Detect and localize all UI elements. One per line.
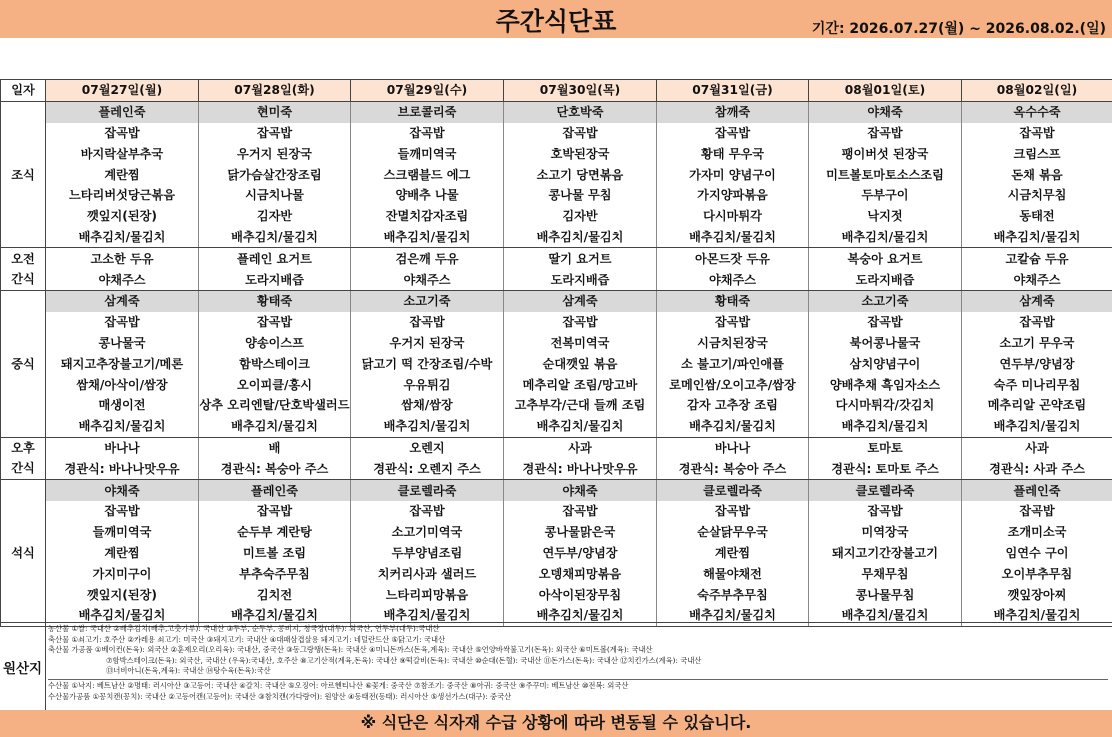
dinner-menu-row bbox=[1, 501, 1112, 522]
menu-cell: 황태 무우국 bbox=[657, 143, 809, 164]
menu-cell: 무채무침 bbox=[809, 563, 962, 584]
menu-cell: 크림스프 bbox=[962, 143, 1112, 164]
lunch-porridge-row bbox=[1, 290, 1112, 311]
porridge-cell: 삼계죽 bbox=[504, 290, 657, 311]
menu-cell: 고추부각/근대 들깨 조림 bbox=[504, 395, 657, 416]
menu-cell: 복숭아 요거트 bbox=[809, 248, 962, 269]
menu-cell: 경관식: 토마토 주스 bbox=[809, 458, 962, 479]
menu-cell: 돼지고기간장불고기 bbox=[809, 543, 962, 564]
menu-cell: 두부구이 bbox=[809, 185, 962, 206]
origin-line: 축산물 가공품 ①베이컨(돈육): 외국산 ②훈제오리(오리육): 국내산, 중국산 ③동그랑땡(돈육): 국내산 ④미니돈까스(돈육,계육): 국내산 ⑤언양바싹불고기(돈육): 외국산 ⑥미트볼(계육): 국내산 bbox=[48, 645, 653, 655]
menu-cell: 숙주부추무침 bbox=[657, 584, 809, 605]
menu-cell: 호박된장국 bbox=[504, 143, 657, 164]
porridge-cell: 참깨죽 bbox=[657, 101, 809, 122]
menu-cell: 우거지 된장국 bbox=[351, 333, 504, 354]
menu-cell: 들깨미역국 bbox=[46, 522, 199, 543]
menu-cell: 잡곡밥 bbox=[657, 501, 809, 522]
am_snack-label bbox=[1, 248, 46, 291]
menu-cell: 스크램블드 에그 bbox=[351, 164, 504, 185]
dinner-menu-row bbox=[1, 522, 1112, 543]
meal-label-line: 오전 bbox=[11, 252, 35, 267]
day-header: 08월02일(일) bbox=[962, 80, 1112, 102]
menu-cell: 닭가슴살간장조림 bbox=[199, 164, 351, 185]
porridge-cell: 플레인죽 bbox=[46, 101, 199, 122]
menu-cell: 우거지 된장국 bbox=[199, 143, 351, 164]
menu-cell: 배추김치/물김치 bbox=[809, 416, 962, 437]
menu-cell: 아몬드잣 두유 bbox=[657, 248, 809, 269]
menu-cell: 플레인 요거트 bbox=[199, 248, 351, 269]
menu-cell: 잡곡밥 bbox=[962, 501, 1112, 522]
menu-cell: 경관식: 바나나맛우유 bbox=[504, 458, 657, 479]
menu-cell: 배추김치/물김치 bbox=[657, 227, 809, 248]
lunch-menu-row bbox=[1, 333, 1112, 354]
menu-cell: 검은깨 두유 bbox=[351, 248, 504, 269]
menu-cell: 계란찜 bbox=[46, 543, 199, 564]
menu-cell: 미트볼 조림 bbox=[199, 543, 351, 564]
menu-cell: 배추김치/물김치 bbox=[657, 605, 809, 626]
menu-cell: 오이부추무침 bbox=[962, 563, 1112, 584]
menu-cell: 토마토 bbox=[809, 437, 962, 458]
menu-cell: 미역장국 bbox=[809, 522, 962, 543]
porridge-cell: 클로렐라죽 bbox=[351, 480, 504, 501]
breakfast-menu-row bbox=[1, 227, 1112, 248]
menu-cell: 경관식: 바나나맛우유 bbox=[46, 458, 199, 479]
menu-cell: 배추김치/물김치 bbox=[504, 227, 657, 248]
dinner-menu-row bbox=[1, 543, 1112, 564]
porridge-cell: 클로렐라죽 bbox=[809, 480, 962, 501]
menu-cell: 배추김치/물김치 bbox=[46, 227, 199, 248]
menu-cell: 느타리피망볶음 bbox=[351, 584, 504, 605]
menu-cell: 잡곡밥 bbox=[351, 501, 504, 522]
menu-cell: 잡곡밥 bbox=[199, 123, 351, 144]
breakfast-menu-row bbox=[1, 185, 1112, 206]
lunch-menu-row bbox=[1, 312, 1112, 333]
menu-cell: 사과 bbox=[504, 437, 657, 458]
menu-cell: 감자 고추장 조림 bbox=[657, 395, 809, 416]
menu-cell: 잡곡밥 bbox=[351, 312, 504, 333]
menu-cell: 딸기 요거트 bbox=[504, 248, 657, 269]
menu-cell: 잡곡밥 bbox=[504, 501, 657, 522]
lunch-menu-row bbox=[1, 395, 1112, 416]
footer-notice: ※ 식단은 식자재 수급 상황에 따라 변동될 수 있습니다. bbox=[0, 710, 1112, 737]
menu-cell: 잡곡밥 bbox=[199, 501, 351, 522]
menu-cell: 배 bbox=[199, 437, 351, 458]
dinner-label: 석식 bbox=[1, 480, 46, 627]
menu-cell: 연두부/양념장 bbox=[962, 353, 1112, 374]
lunch-menu-row bbox=[1, 353, 1112, 374]
menu-cell: 야채주스 bbox=[657, 269, 809, 290]
menu-cell: 미트볼토마토소스조림 bbox=[809, 164, 962, 185]
day-header: 07월29일(수) bbox=[351, 80, 504, 102]
porridge-cell: 삼계죽 bbox=[962, 290, 1112, 311]
menu-cell: 사과 bbox=[962, 437, 1112, 458]
menu-cell: 메추리알 조림/망고바 bbox=[504, 374, 657, 395]
origin-line: ⑦함박스테이크(돈육): 외국산, 국내산 (우육):국내산, 호주산 ⑧고기산적(계육,돈육): 국내산 ⑨떡갈비(돈육): 국내산 ⑩순대(돈혈): 국내산 ⑪돈가스(돈육): 국내산 ⑫치킨가스(계육): 국내산 bbox=[106, 655, 702, 665]
origin-line: 축산물 ①쇠고기: 호주산 ②카레용 쇠고기: 미국산 ③돼지고기: 국내산 ④대패삼겹살용 돼지고기: 네덜란드산 ⑤닭고기: 국내산 bbox=[48, 634, 446, 644]
lunch-menu-row bbox=[1, 374, 1112, 395]
pm_snack-label bbox=[1, 437, 46, 480]
menu-cell: 삼치양념구이 bbox=[809, 353, 962, 374]
weekly-menu-table bbox=[0, 79, 1112, 627]
menu-cell: 배추김치/물김치 bbox=[46, 416, 199, 437]
menu-cell: 배추김치/물김치 bbox=[199, 605, 351, 626]
menu-cell: 바지락살부추국 bbox=[46, 143, 199, 164]
menu-cell: 오이피클/홍시 bbox=[199, 374, 351, 395]
menu-cell: 동태전 bbox=[962, 206, 1112, 227]
day-header: 07월30일(목) bbox=[504, 80, 657, 102]
menu-cell: 경관식: 복숭아 주스 bbox=[199, 458, 351, 479]
menu-cell: 오뎅채피망볶음 bbox=[504, 563, 657, 584]
pm_snack-menu-row bbox=[1, 437, 1112, 458]
breakfast-menu-row bbox=[1, 206, 1112, 227]
porridge-cell: 클로렐라죽 bbox=[657, 480, 809, 501]
menu-cell: 부추숙주무침 bbox=[199, 563, 351, 584]
menu-cell: 낙지젓 bbox=[809, 206, 962, 227]
menu-cell: 북어콩나물국 bbox=[809, 333, 962, 354]
menu-cell: 팽이버섯 된장국 bbox=[809, 143, 962, 164]
am_snack-menu-row bbox=[1, 269, 1112, 290]
meal-label-line: 간식 bbox=[11, 461, 35, 476]
meal-label-line: 간식 bbox=[11, 272, 35, 287]
porridge-cell: 황태죽 bbox=[657, 290, 809, 311]
menu-cell: 바나나 bbox=[46, 437, 199, 458]
corner-label: 일자 bbox=[1, 80, 46, 102]
menu-cell: 잡곡밥 bbox=[351, 123, 504, 144]
menu-cell: 가자미 양념구이 bbox=[657, 164, 809, 185]
menu-cell: 가지양파볶음 bbox=[657, 185, 809, 206]
menu-cell: 쌈채/아삭이/쌈장 bbox=[46, 374, 199, 395]
menu-cell: 도라지배즙 bbox=[809, 269, 962, 290]
porridge-cell: 야채죽 bbox=[46, 480, 199, 501]
menu-cell: 고소한 두유 bbox=[46, 248, 199, 269]
menu-cell: 경관식: 복숭아 주스 bbox=[657, 458, 809, 479]
porridge-cell: 플레인죽 bbox=[199, 480, 351, 501]
menu-cell: 순살닭무우국 bbox=[657, 522, 809, 543]
menu-cell: 순두부 계란탕 bbox=[199, 522, 351, 543]
menu-cell: 느타리버섯당근볶음 bbox=[46, 185, 199, 206]
day-header: 07월28일(화) bbox=[199, 80, 351, 102]
menu-cell: 다시마튀각/갓김치 bbox=[809, 395, 962, 416]
menu-cell: 배추김치/물김치 bbox=[809, 605, 962, 626]
menu-cell: 가지미구이 bbox=[46, 563, 199, 584]
menu-cell: 메추리알 곤약조림 bbox=[962, 395, 1112, 416]
pm_snack-menu-row bbox=[1, 458, 1112, 479]
menu-cell: 배추김치/물김치 bbox=[962, 416, 1112, 437]
menu-cell: 매생이전 bbox=[46, 395, 199, 416]
menu-cell: 잡곡밥 bbox=[199, 312, 351, 333]
menu-cell: 시금치무침 bbox=[962, 185, 1112, 206]
menu-cell: 숙주 미나리무침 bbox=[962, 374, 1112, 395]
dinner-porridge-row bbox=[1, 480, 1112, 501]
menu-cell: 도라지배즙 bbox=[199, 269, 351, 290]
menu-cell: 배추김치/물김치 bbox=[351, 605, 504, 626]
origin-label: 원산지 bbox=[0, 623, 46, 711]
menu-cell: 콩나물맑은국 bbox=[504, 522, 657, 543]
porridge-cell: 브로콜리죽 bbox=[351, 101, 504, 122]
porridge-cell: 야채죽 bbox=[504, 480, 657, 501]
menu-cell: 김자반 bbox=[199, 206, 351, 227]
menu-cell: 돼지고추장불고기/메론 bbox=[46, 353, 199, 374]
menu-cell: 도라지배즙 bbox=[504, 269, 657, 290]
menu-cell: 배추김치/물김치 bbox=[46, 605, 199, 626]
origin-line: 수산물 ①낙지: 베트남산 ②명태: 러시아산 ③고등어: 국내산 ④갈치: 국내산 ⑤오징어: 아르헨티나산 ⑥꽃게: 중국산 ⑦참조기: 중국산 ⑧아귀: 중국산 ⑨주꾸미: 베트남산 ⑩전복: 외국산 bbox=[48, 680, 629, 690]
menu-cell: 야채주스 bbox=[351, 269, 504, 290]
porridge-cell: 소고기죽 bbox=[351, 290, 504, 311]
menu-cell: 깻잎지(된장) bbox=[46, 206, 199, 227]
menu-cell: 잡곡밥 bbox=[809, 501, 962, 522]
menu-cell: 순대깻잎 볶음 bbox=[504, 353, 657, 374]
menu-cell: 배추김치/물김치 bbox=[199, 227, 351, 248]
dinner-menu-row bbox=[1, 584, 1112, 605]
porridge-cell: 현미죽 bbox=[199, 101, 351, 122]
date-header-row bbox=[1, 80, 1112, 102]
menu-cell: 소 불고기/파인애플 bbox=[657, 353, 809, 374]
menu-cell: 바나나 bbox=[657, 437, 809, 458]
menu-cell: 경관식: 사과 주스 bbox=[962, 458, 1112, 479]
porridge-cell: 소고기죽 bbox=[809, 290, 962, 311]
menu-cell: 경관식: 오렌지 주스 bbox=[351, 458, 504, 479]
menu-cell: 계란찜 bbox=[46, 164, 199, 185]
menu-cell: 로메인쌈/오이고추/쌈장 bbox=[657, 374, 809, 395]
menu-cell: 닭고기 떡 간장조림/수박 bbox=[351, 353, 504, 374]
menu-cell: 야채주스 bbox=[962, 269, 1112, 290]
menu-cell: 잡곡밥 bbox=[504, 123, 657, 144]
menu-cell: 콩나물국 bbox=[46, 333, 199, 354]
menu-cell: 해물야채전 bbox=[657, 563, 809, 584]
menu-cell: 잡곡밥 bbox=[809, 312, 962, 333]
menu-cell: 콩나물무침 bbox=[809, 584, 962, 605]
page-title: 주간식단표 bbox=[495, 7, 617, 36]
porridge-cell: 황태죽 bbox=[199, 290, 351, 311]
menu-cell: 상추 오리엔탈/단호박샐러드 bbox=[199, 395, 351, 416]
breakfast-label: 조식 bbox=[1, 101, 46, 248]
period-text: 기간: 2026.07.27(월) ~ 2026.08.02.(일) bbox=[811, 21, 1106, 37]
origin-details bbox=[48, 624, 1108, 702]
menu-cell: 깻잎지(된장) bbox=[46, 584, 199, 605]
menu-cell: 소고기 무우국 bbox=[962, 333, 1112, 354]
breakfast-menu-row bbox=[1, 143, 1112, 164]
menu-cell: 치커리사과 샐러드 bbox=[351, 563, 504, 584]
menu-cell: 전복미역국 bbox=[504, 333, 657, 354]
menu-cell: 시금치된장국 bbox=[657, 333, 809, 354]
menu-cell: 잡곡밥 bbox=[962, 312, 1112, 333]
menu-cell: 우유튀김 bbox=[351, 374, 504, 395]
menu-cell: 김자반 bbox=[504, 206, 657, 227]
porridge-cell: 단호박죽 bbox=[504, 101, 657, 122]
menu-cell: 배추김치/물김치 bbox=[351, 416, 504, 437]
menu-cell: 배추김치/물김치 bbox=[199, 416, 351, 437]
menu-cell: 조개미소국 bbox=[962, 522, 1112, 543]
am_snack-menu-row bbox=[1, 248, 1112, 269]
menu-cell: 연두부/양념장 bbox=[504, 543, 657, 564]
lunch-menu-row bbox=[1, 416, 1112, 437]
dinner-menu-row bbox=[1, 563, 1112, 584]
menu-cell: 배추김치/물김치 bbox=[657, 416, 809, 437]
origin-line: ⑬너비아니(돈육,계육): 국내산 ⑭탕수육(돈육):국산 bbox=[106, 666, 271, 676]
menu-cell: 잡곡밥 bbox=[46, 501, 199, 522]
origin-line: 농산물 ①쌀: 국내산 ②배추김치(배추,고춧가루): 국내산 ③두부, 순두부, 콩비지, 청국장(대두): 외국산, 연두부(대두):국내산 bbox=[48, 624, 440, 633]
menu-cell: 잡곡밥 bbox=[809, 123, 962, 144]
breakfast-menu-row bbox=[1, 123, 1112, 144]
menu-cell: 배추김치/물김치 bbox=[351, 227, 504, 248]
menu-cell: 소고기미역국 bbox=[351, 522, 504, 543]
porridge-cell: 옥수수죽 bbox=[962, 101, 1112, 122]
menu-cell: 배추김치/물김치 bbox=[809, 227, 962, 248]
menu-cell: 야채주스 bbox=[46, 269, 199, 290]
menu-cell: 잡곡밥 bbox=[657, 312, 809, 333]
menu-cell: 시금치나물 bbox=[199, 185, 351, 206]
day-header: 08월01일(토) bbox=[809, 80, 962, 102]
menu-cell: 잡곡밥 bbox=[46, 123, 199, 144]
menu-cell: 소고기 당면볶음 bbox=[504, 164, 657, 185]
origin-line: 수산물가공품 ①꽁치캔(꽁치): 국내산 ②고등어캔(고등어): 국내산 ③참치캔(가다랑어): 원양산 ④동태전(동태): 러시아산 ⑤생선가스(대구): 중국산 bbox=[48, 691, 512, 701]
menu-cell: 양배추채 흑임자소스 bbox=[809, 374, 962, 395]
origin-divider bbox=[48, 679, 1108, 680]
menu-cell: 배추김치/물김치 bbox=[962, 605, 1112, 626]
menu-cell: 아삭이된장무침 bbox=[504, 584, 657, 605]
breakfast-porridge-row bbox=[1, 101, 1112, 122]
menu-cell: 계란찜 bbox=[657, 543, 809, 564]
menu-cell: 양배추 나물 bbox=[351, 185, 504, 206]
menu-cell: 콩나물 무침 bbox=[504, 185, 657, 206]
menu-cell: 깻잎장아찌 bbox=[962, 584, 1112, 605]
menu-cell: 임연수 구이 bbox=[962, 543, 1112, 564]
menu-cell: 잡곡밥 bbox=[962, 123, 1112, 144]
menu-cell: 배추김치/물김치 bbox=[504, 605, 657, 626]
menu-cell: 두부양념조림 bbox=[351, 543, 504, 564]
menu-cell: 다시마튀각 bbox=[657, 206, 809, 227]
menu-cell: 잡곡밥 bbox=[504, 312, 657, 333]
meal-label-line: 오후 bbox=[11, 441, 35, 456]
menu-cell: 양송이스프 bbox=[199, 333, 351, 354]
day-header: 07월31일(금) bbox=[657, 80, 809, 102]
menu-cell: 잡곡밥 bbox=[46, 312, 199, 333]
lunch-label: 중식 bbox=[1, 290, 46, 437]
menu-cell: 돈채 볶음 bbox=[962, 164, 1112, 185]
day-header: 07월27일(월) bbox=[46, 80, 199, 102]
origin-section bbox=[0, 622, 1112, 712]
porridge-cell: 야채죽 bbox=[809, 101, 962, 122]
menu-cell: 배추김치/물김치 bbox=[504, 416, 657, 437]
porridge-cell: 플레인죽 bbox=[962, 480, 1112, 501]
menu-cell: 잔멸치감자조림 bbox=[351, 206, 504, 227]
porridge-cell: 삼계죽 bbox=[46, 290, 199, 311]
menu-cell: 잡곡밥 bbox=[657, 123, 809, 144]
menu-cell: 쌈채/쌈장 bbox=[351, 395, 504, 416]
menu-cell: 배추김치/물김치 bbox=[962, 227, 1112, 248]
menu-cell: 들깨미역국 bbox=[351, 143, 504, 164]
menu-cell: 김치전 bbox=[199, 584, 351, 605]
breakfast-menu-row bbox=[1, 164, 1112, 185]
menu-cell: 오렌지 bbox=[351, 437, 504, 458]
menu-cell: 함박스테이크 bbox=[199, 353, 351, 374]
menu-cell: 고칼슘 두유 bbox=[962, 248, 1112, 269]
